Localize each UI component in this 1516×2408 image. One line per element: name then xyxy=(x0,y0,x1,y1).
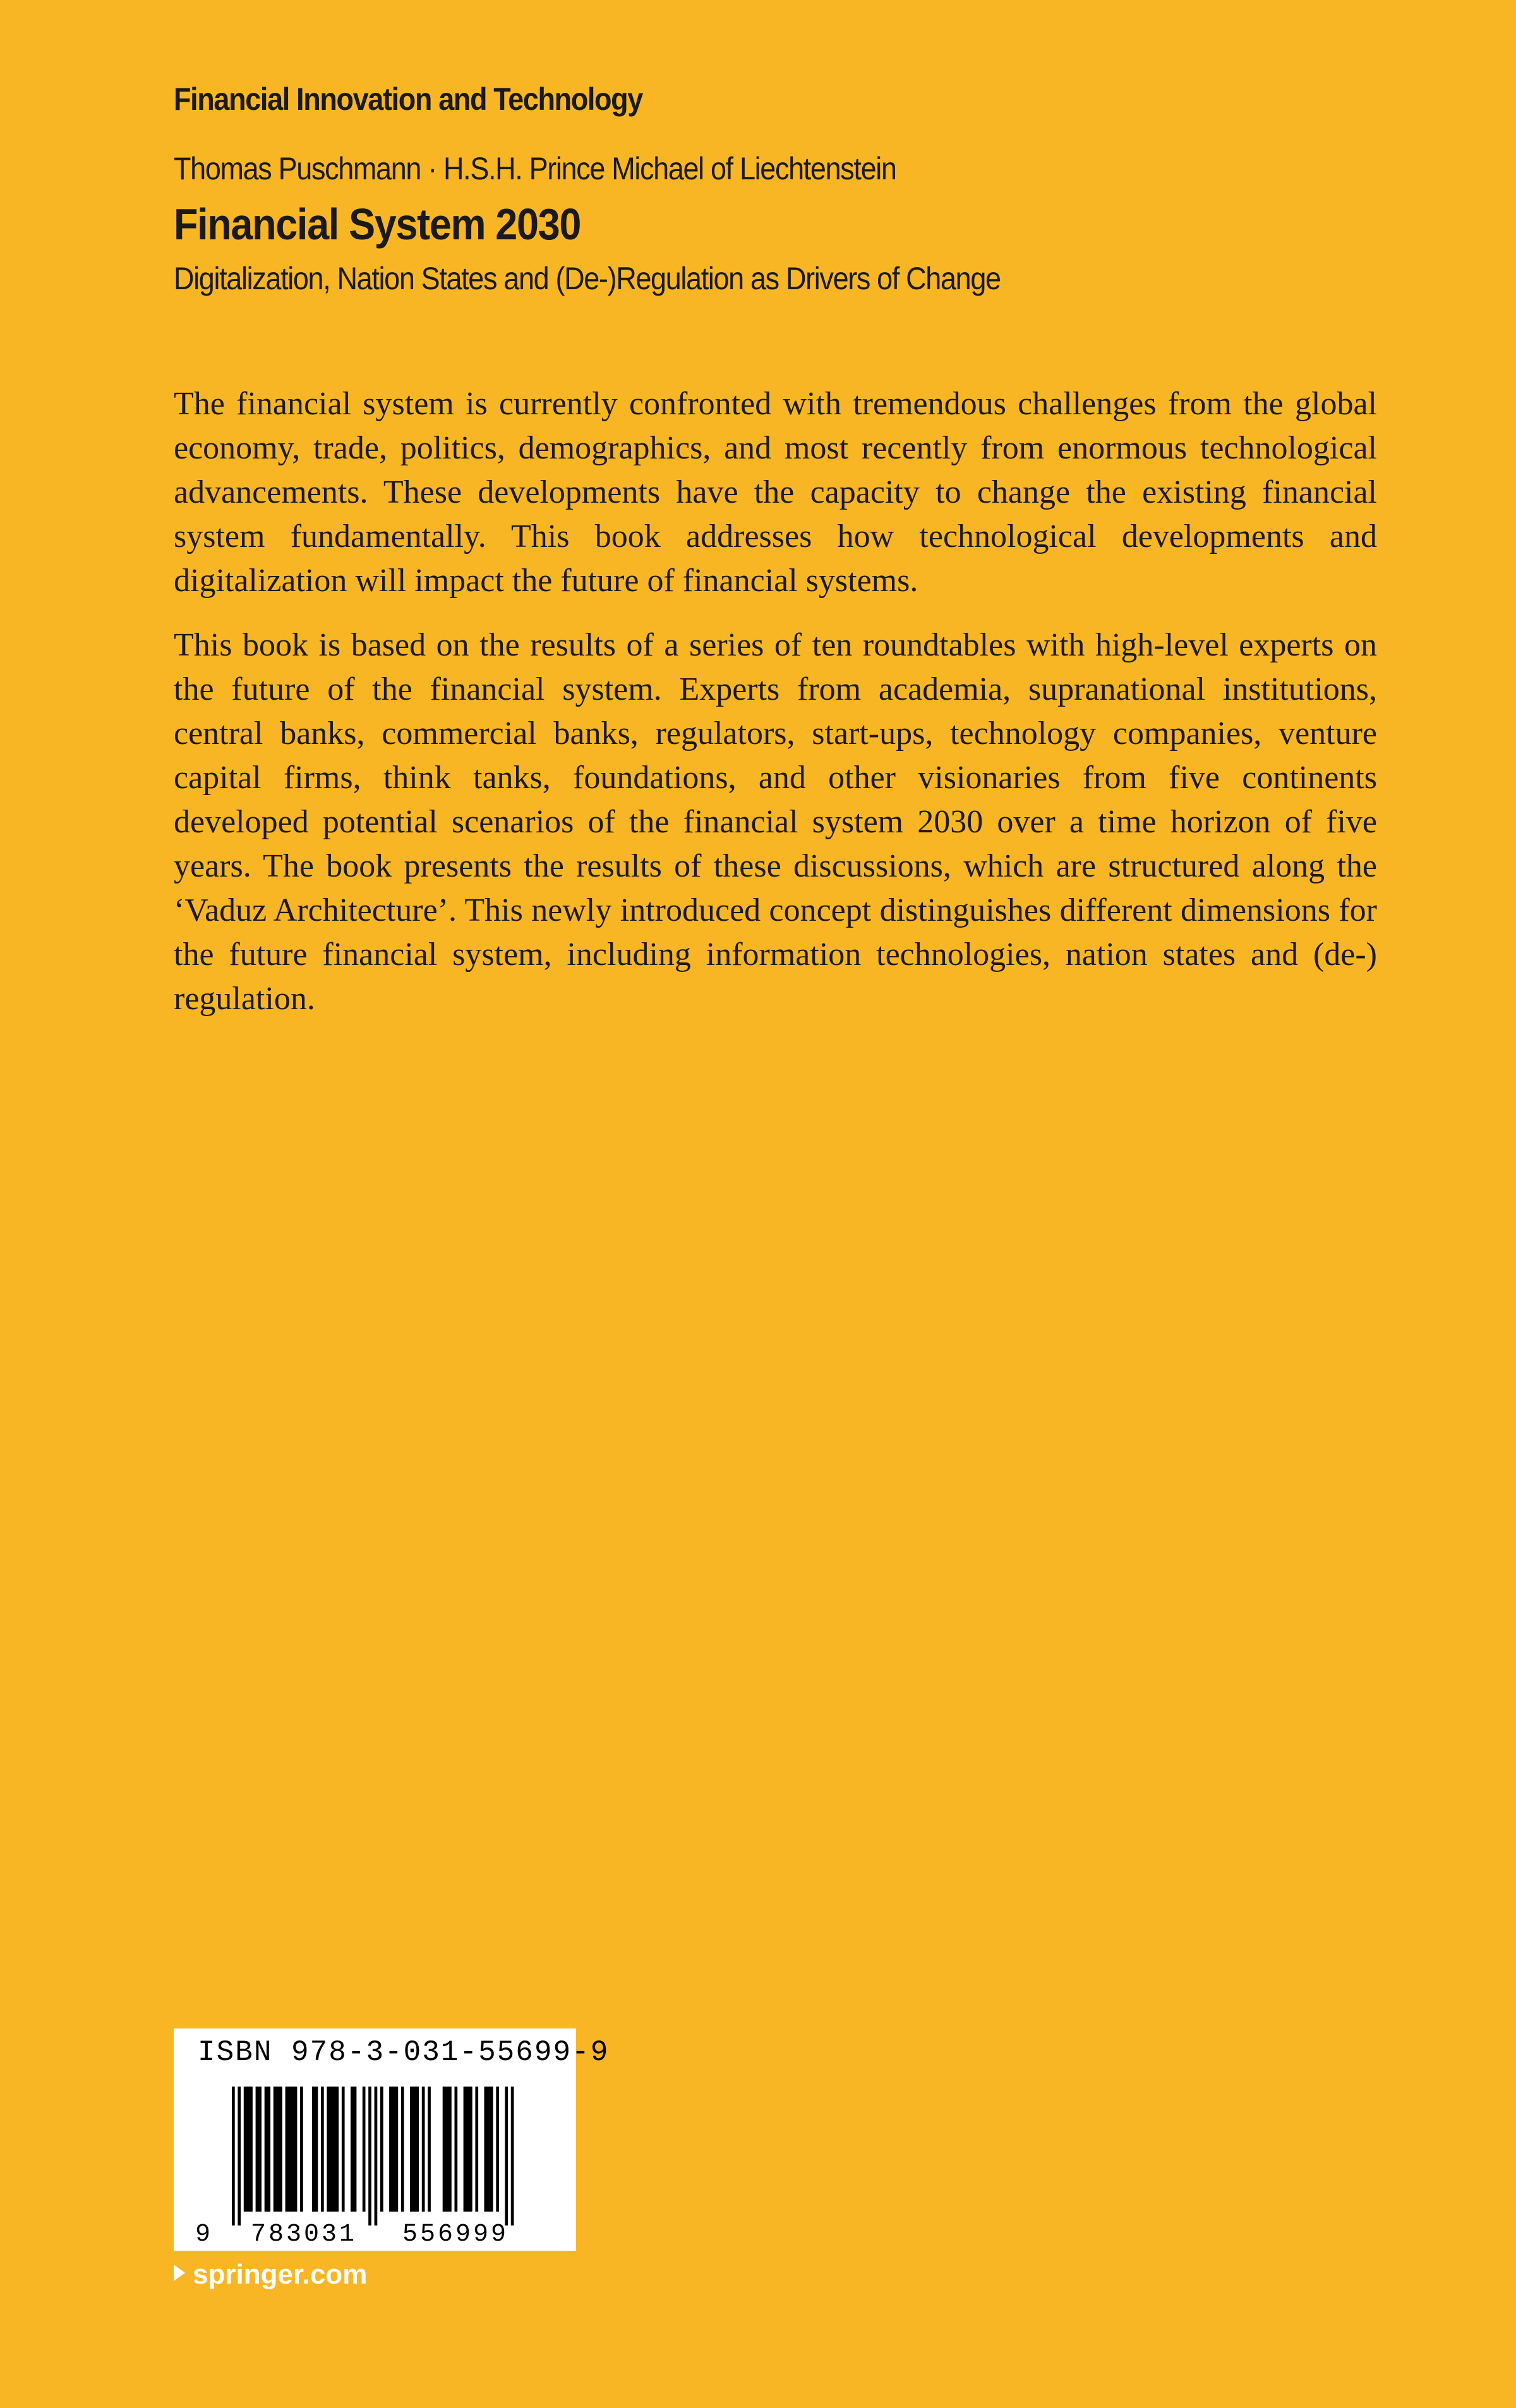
barcode-bar xyxy=(342,2087,345,2212)
barcode-digits-left: 783031 xyxy=(251,2220,358,2249)
barcode-bar xyxy=(443,2087,452,2212)
description-paragraph-1: The financial system is currently confronted with tremendous challenges from the global economy, trade, politics, demographics, and most recently from enormous technological advancements. These developments have the capacity to change the existing financial system fundamentally. This book addresses how technological developments and digitalization will impact the future of financial systems. xyxy=(174,386,1377,599)
book-subtitle: Digitalization, Nation States and (De-)Regulation as Drivers of Change xyxy=(174,261,1001,296)
book-authors: Thomas Puschmann · H.S.H. Prince Michael of Liechtenstein xyxy=(174,151,896,186)
arrow-right-icon xyxy=(174,2265,185,2281)
barcode-bar xyxy=(511,2087,514,2225)
barcode-bar xyxy=(265,2087,270,2212)
barcode-bar xyxy=(351,2087,356,2212)
barcode-bar xyxy=(256,2087,262,2212)
barcode-bar xyxy=(380,2087,383,2212)
website-label: springer.com xyxy=(193,2259,368,2290)
barcode-digits-right: 556999 xyxy=(402,2220,509,2249)
barcode-bar xyxy=(401,2087,404,2212)
barcode-bar xyxy=(312,2087,318,2212)
book-description xyxy=(174,382,1377,1041)
barcode-bar xyxy=(327,2087,339,2212)
barcode-bar xyxy=(363,2087,366,2212)
barcode-bar xyxy=(464,2087,472,2212)
barcode-bar xyxy=(300,2087,303,2212)
barcode-bar xyxy=(274,2087,282,2212)
book-title: Financial System 2030 xyxy=(174,200,581,249)
isbn-label: ISBN 978-3-031-55699-9 xyxy=(198,2036,610,2069)
barcode-bar xyxy=(375,2087,378,2225)
barcode-digit-first: 9 xyxy=(195,2220,211,2249)
barcode-bar xyxy=(422,2087,425,2212)
barcode-bar xyxy=(286,2087,298,2212)
publisher-website-link[interactable] xyxy=(174,2259,367,2291)
barcode-bar xyxy=(475,2087,478,2212)
barcode-bar xyxy=(505,2087,508,2225)
barcode-bar xyxy=(238,2087,241,2225)
barcode-bar xyxy=(321,2087,324,2212)
barcode-bar xyxy=(232,2087,235,2225)
barcode-bar xyxy=(496,2087,499,2212)
isbn-barcode xyxy=(174,2028,610,2251)
barcode-icon xyxy=(174,2028,576,2251)
barcode-bar xyxy=(455,2087,458,2212)
barcode-bar xyxy=(368,2087,371,2225)
series-name: Financial Innovation and Technology xyxy=(174,81,642,117)
barcode-bar xyxy=(244,2087,253,2212)
barcode-bar xyxy=(428,2087,431,2212)
barcode-bar xyxy=(410,2087,419,2212)
barcode-bar xyxy=(389,2087,398,2212)
description-paragraph-2: This book is based on the results of a series of ten roundtables with high-level experts on the future of the financial system. Experts from academia, supranational institutions, central banks, commercial banks, regulators, start-ups, technology companies, venture capital firms, think tanks, foundations, and other visionaries from five continents developed potential scenarios of the financial system 2030 over a time horizon of five years. The book presents the results of these discussions, which are structured along the ‘Vaduz Architecture’. This newly introduced concept distinguishes different dimensions for the future financial system, including information technologies, nation states and (de-) regulation. xyxy=(174,627,1377,1017)
barcode-bar xyxy=(484,2087,493,2212)
